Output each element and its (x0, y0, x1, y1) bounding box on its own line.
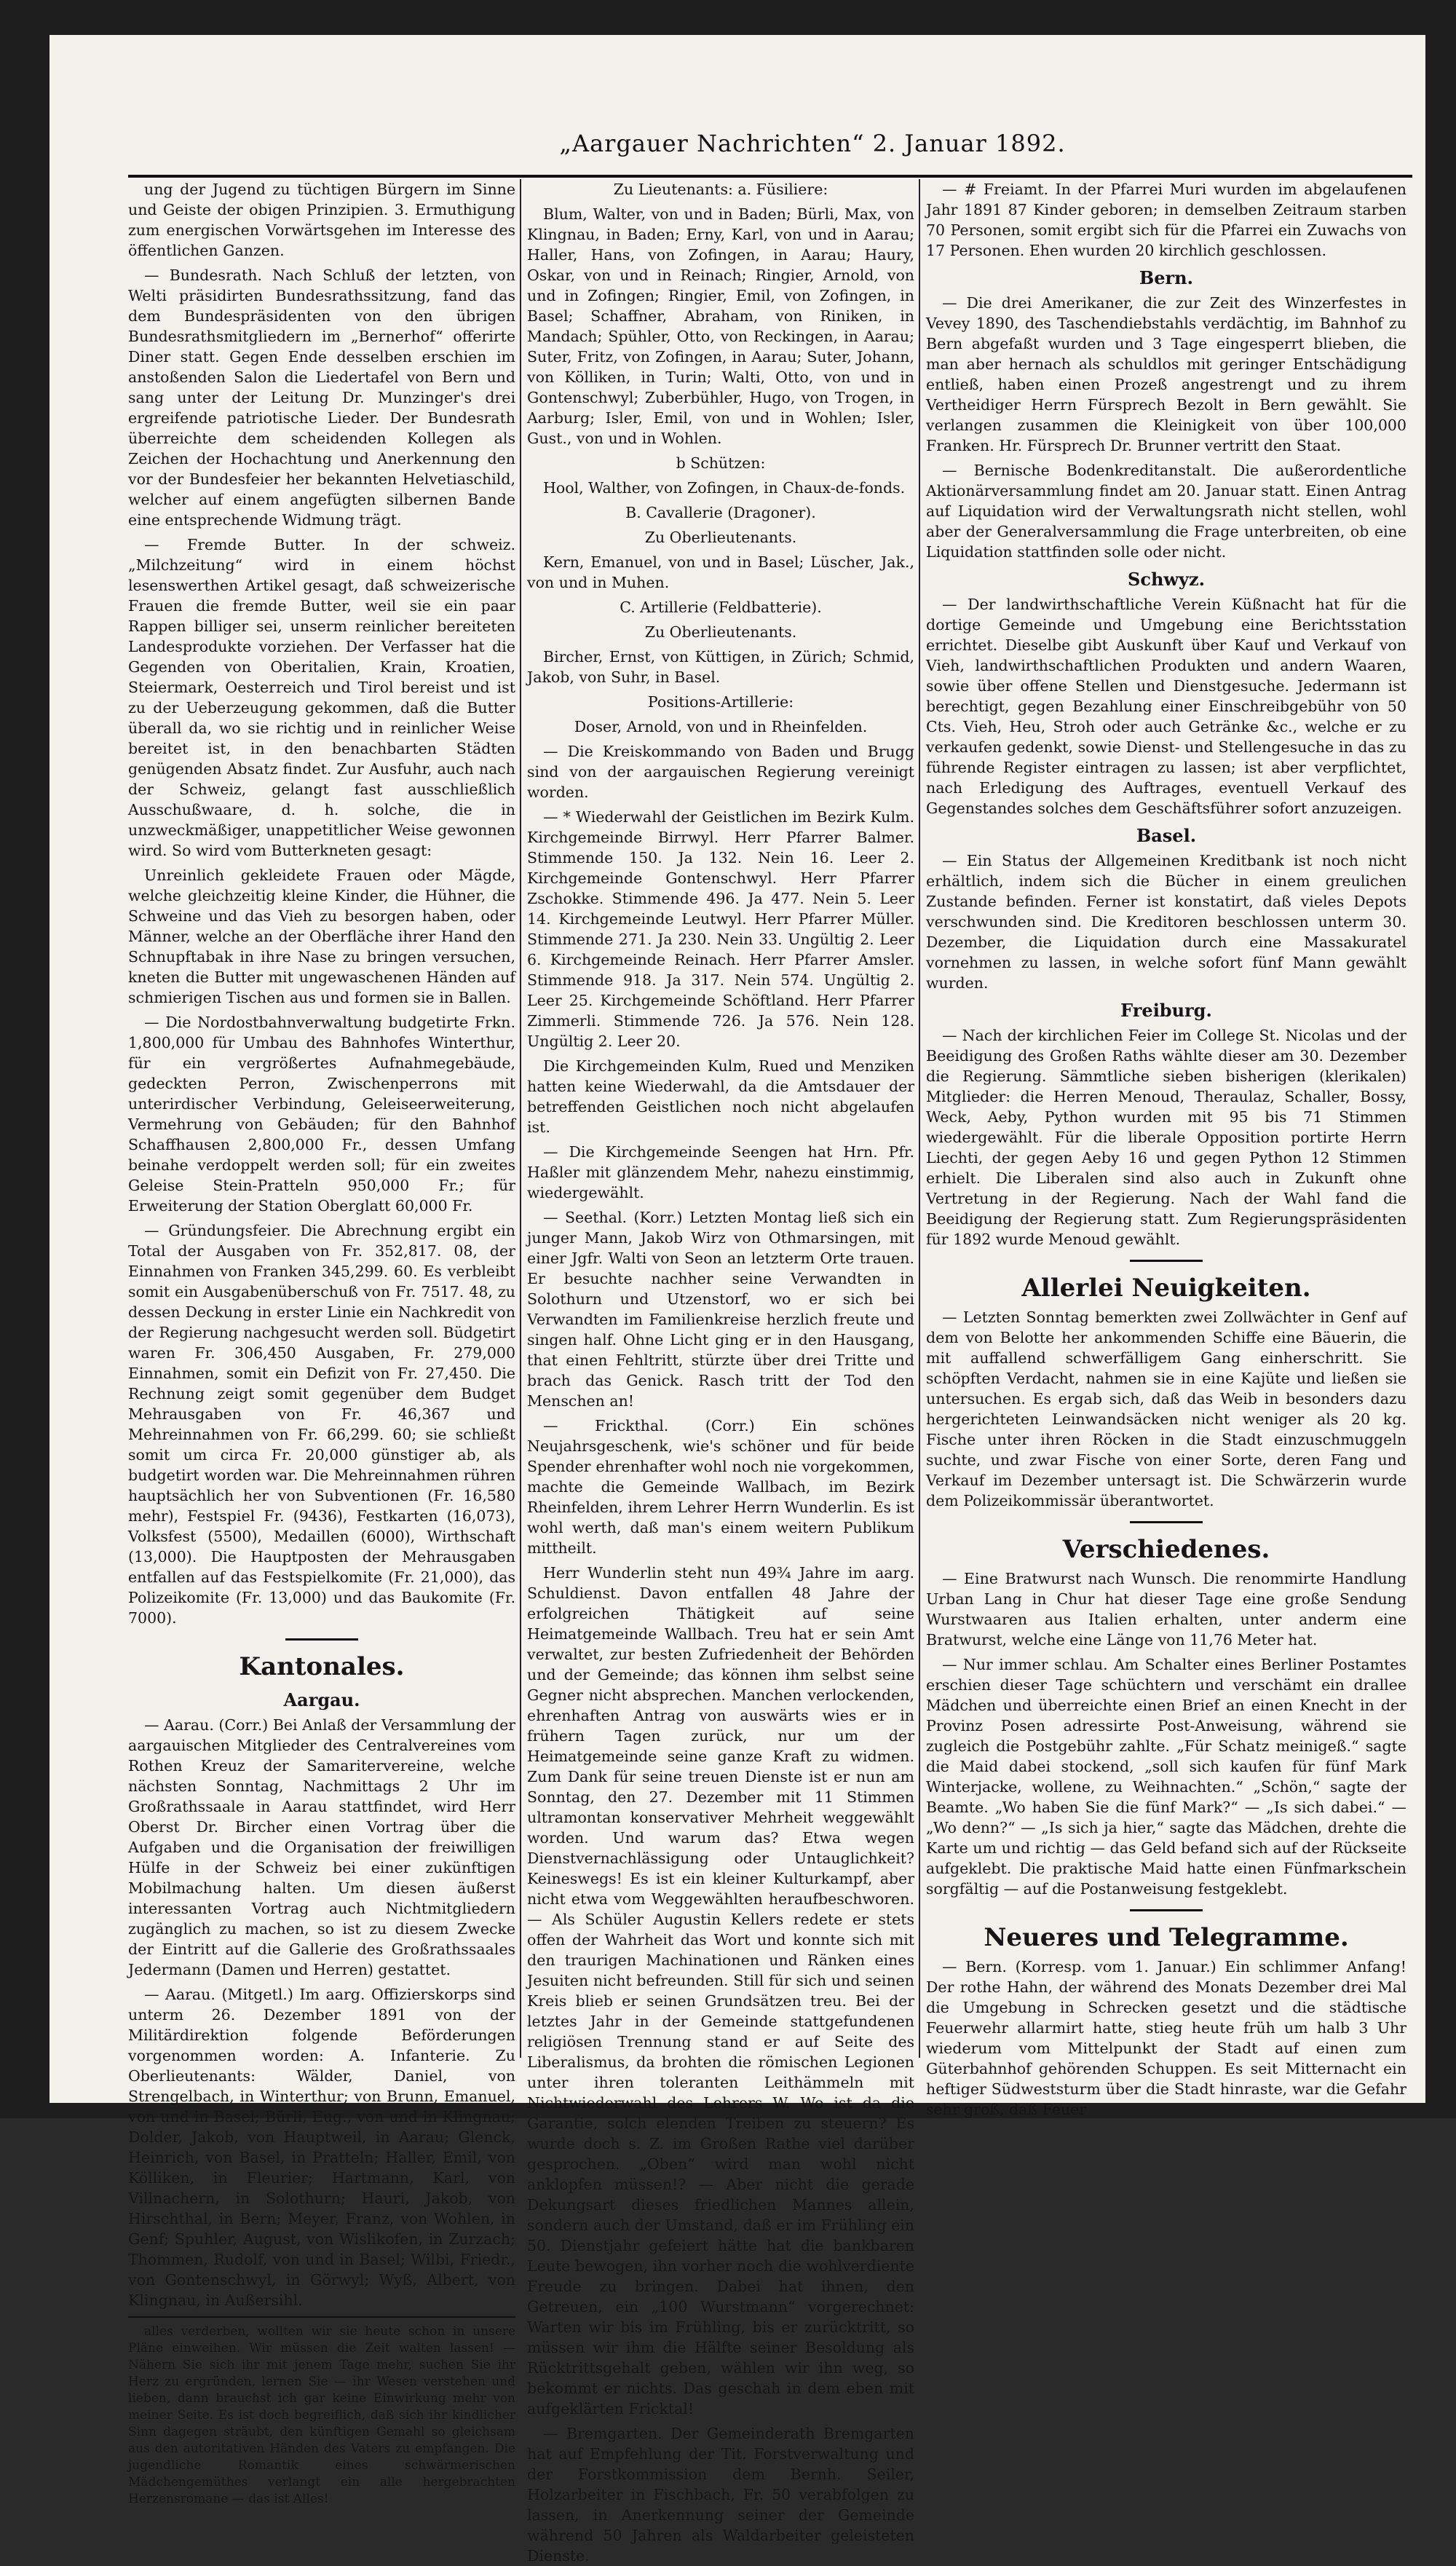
section-separator (1130, 1260, 1203, 1262)
subheading: Positions-Artillerie: (647, 693, 794, 711)
paragraph: — Nur immer schlau. Am Schalter eines Berliner Postamtes erschien dieser Tage schüchtern und verschämt ein drallee Mädchen und überreichte einen Brief an einen Knecht in der Provinz Posen adressirte Post-Anweisung, während sie zugleich die Postgebühr zahlte. „Für Schatz meinigeß.“ sagte die Maid dabei stockend, „soll sich kaufen für fünf Mark Winterjacke, wollene, zu Weihnachten.“ „Schön,“ sagte der Beamte. „Wo haben Sie die fünf Mark?“ — „Is sich dabei.“ — „Wo denn?“ — „Is sich ja hier,“ sagte das Mädchen, drehte die Karte um und richtig — das Geld befand sich auf der Rückseite aufgeklebt. Die praktische Maid hatte einen Fünfmarkschein sorgfältig — auf die Postanweisung festgeklebt. (926, 1656, 1406, 1898)
subheading: C. Artillerie (Feldbatterie). (620, 599, 822, 616)
paragraph: Kern, Emanuel, von und in Basel; Lüscher, Jak., von und in Muhen. (527, 553, 914, 591)
paragraph: — Die Kreiskommando von Baden und Brugg sind von der aargauischen Regierung vereinigt worden. (527, 743, 914, 801)
paragraph: — Fremde Butter. In der schweiz. „Milchzeitung“ wird in einem höchst lesenswerthen Artikel gesagt, daß schweizerische Frauen die fremde Butter, weil sie ein paar Rappen billiger sei, unserm reinlicher bereiteten Landesprodukte vorziehen. Der Verfasser hat die Gegenden von Oberitalien, Krain, Kroatien, Steiermark, Oesterreich und Tirol bereist und ist zu der Ueberzeugung gekommen, daß die Butter überall da, wo sie richtig und in reinlicher Weise bereitet ist, in den benachbarten Städten genügenden Absatz findet. Zur Ausfuhr, auch nach der Schweiz, gelangt fast ausschließlich Ausschußwaare, d. h. solche, die in unzweckmäßiger, unappetitlicher Weise gewonnen wird. So wird vom Butterkneten gesagt: (128, 536, 515, 859)
paragraph: — Bremgarten. Der Gemeinderath Bremgarten hat auf Empfehlung der Tit. Forstverwaltung und der Forstkommission dem Bernh. Seiler, Holzarbeiter in Fischbach, Fr. 50 verabfolgen zu lassen, in Anerkennung seiner der Gemeinde während 50 Jahren als Waldarbeiter geleisteten Dienste. (527, 2425, 914, 2565)
subheading: Zu Oberlieutenants. (644, 623, 797, 641)
paragraph: — Ein Status der Allgemeinen Kreditbank ist noch nicht erhältlich, indem sich die Bücher in einem greulichen Zustande befinden. Ferner ist konstatirt, daß vieles Depots verschwunden sind. Die Kreditoren beschlossen unterm 30. Dezember, die Liquidation durch eine Massakuratel vornehmen zu lassen, in welche sofort fünf Mann gewählt wurden. (926, 852, 1406, 992)
paragraph: — Bernische Bodenkreditanstalt. Die außerordentliche Aktionärversammlung findet am 20. Januar statt. Einen Antrag auf Liquidation wird der Verwaltungsrath nicht stellen, wohl aber der Generalversammlung die Frage unterbreiten, ob eine Liquidation stattfinden solle oder nicht. (926, 462, 1406, 561)
paragraph: — Frickthal. (Corr.) Ein schönes Neujahrsgeschenk, wie's schöner und für beide Spender ehrenhafter wohl noch nie vorgekommen, machte die Gemeinde Wallbach, im Bezirk Rheinfelden, ihrem Lehrer Herrn Wunderlin. Es ist wohl werth, daß man's einem weitern Publikum mittheilt. (527, 1417, 914, 1557)
paragraph: — Eine Bratwurst nach Wunsch. Die renommirte Handlung Urban Lang in Chur hat dieser Tage eine große Sendung Wurstwaaren aus Italien erhalten, unter anderm eine Bratwurst, welche eine Länge von 11,76 Meter hat. (926, 1570, 1406, 1649)
paragraph: — Seethal. (Korr.) Letzten Montag ließ sich ein junger Mann, Jakob Wirz von Othmarsingen, mit einer Jgfr. Walti von Seon an letzterm Orte trauen. Er besuchte nachher seine Verwandten in Solothurn und Utzenstorf, wo er sich bei Verwandten im Familienkreise herzlich freute und singen half. Ohne Licht ging er in den Hausgang, that einen Fehltritt, stürzte über drei Tritte und brach das Genick. Rasch tritt der Tod den Menschen an! (527, 1209, 914, 1410)
section-heading-allerlei: Allerlei Neuigkeiten. (1021, 1274, 1311, 1303)
paragraph: Bircher, Ernst, von Küttigen, in Zürich; Schmid, Jakob, von Suhr, in Basel. (527, 648, 914, 686)
feuilleton-text: alles verderben, wollten wir sie heute schon in unsere Pläne einweihen. Wir müssen die Zeit walten lassen! — Nähern Sie sich ihr mit jenem Tage mehr, suchen Sie ihr Herz zu ergründen, lernen Sie — ihr Wesen verstehen und lieben, dann brauchst ich gar keine Einwirkung mehr von meiner Seite. Es ist doch begreiflich, daß sich ihr kindlicher Sinn dagegen sträubt, den künftigen Gemahl so gleichsam aus den autoritativen Händen des Vaters zu empfangen. Die jugendliche Romantik eines schwärmerischen Mädchengemüthes verlangt ein alle hergebrachten Herzensromane — das ist Alles! (128, 2324, 515, 2506)
paragraph: Blum, Walter, von und in Baden; Bürli, Max, von Klingnau, in Baden; Erny, Karl, von und in Aarau; Haller, Hans, von Zofingen, in Aarau; Haury, Oskar, von und in Reinach; Ringier, Arnold, von und in Zofingen; Ringier, Emil, von Zofingen, in Basel; Schaffner, Abraham, von Riniken, in Mandach; Spühler, Otto, von Reckingen, in Aarau; Suter, Fritz, von Zofingen, in Aarau; Suter, Johann, von Kölliken, in Turin; Walti, Otto, von und in Gontenschwyl; Zuberbühler, Hugo, von Trogen, in Aarburg; Isler, Emil, von und in Wohlen; Isler, Gust., von und in Wohlen. (527, 205, 914, 447)
paragraph: — Die Nordostbahnverwaltung budgetirte Frkn. 1,800,000 für Umbau des Bahnhofes Winterthur, für ein vergrößertes Aufnahmegebäude, gedeckten Perron, Zwischenperrons mit unterirdischer Verbindung, Geleiseerweiterung, Vermehrung von Gebäuden; für den Bahnhof Schaffhausen 2,800,000 Fr., dessen Umfang beinahe verdoppelt werden soll; für ein zweites Geleise Stein-Pratteln 950,000 Fr.; für Erweiterung der Station Oberglatt 60,000 Fr. (128, 1014, 515, 1215)
paragraph: — Bern. (Korresp. vom 1. Januar.) Ein schlimmer Anfang! Der rothe Hahn, der während des Monats Dezember drei Mal die Umgebung in Schrecken gesetzt und die städtische Feuerwehr allarmirt hatte, stieg heute früh um halb 3 Uhr wiederum vom Mittelpunkt der Stadt auf einen zum Güterbahnhof gehörenden Schuppen. Es seit Mitternacht ein heftiger Südweststurm über die Stadt hinraste, war die Gefahr sehr groß, daß Feuer (926, 1958, 1406, 2118)
paragraph: — Bundesrath. Nach Schluß der letzten, von Welti präsidirten Bundesrathssitzung, fand das dem Bundespräsidenten von den übrigen Bundesrathsmitgliedern im „Bernerhof“ offerirte Diner statt. Gegen Ende desselben erschien im anstoßenden Salon die Liedertafel von Bern und sang unter der Leitung Dr. Munzinger's drei ergreifende patriotische Lieder. Der Bundesrath überreichte dem scheidenden Kollegen als Zeichen der Hochachtung und Anerkennung den vor der Bundesfeier her bekannten Helvetiaschild, welcher auf einem angefügten silbernen Bande eine entsprechende Widmung trägt. (128, 267, 515, 529)
section-separator (1130, 1521, 1203, 1523)
column-2 (527, 179, 914, 2565)
subheading-schwyz: Schwyz. (1128, 569, 1205, 590)
paragraph: — Gründungsfeier. Die Abrechnung ergibt ein Total der Ausgaben von Fr. 352,817. 08, der Einnahmen von Franken 345,299. 60. Es verbleibt somit ein Ausgabenüberschuß von Fr. 7517. 48, zu dessen Deckung in erster Linie ein Nachkredit von der Regierung nachgesucht werden soll. Büdgetirt waren Fr. 306,450 Ausgaben, Fr. 279,000 Einnahmen, somit ein Defizit von Fr. 27,450. Die Rechnung zeigt somit gegenüber dem Budget Mehrausgaben von Fr. 46,367 und Mehreinnahmen von Fr. 66,299. 60; sie schließt somit um circa Fr. 20,000 günstiger ab, als budgetirt worden war. Die Mehreinnahmen rühren hauptsächlich her von Subventionen (Fr. 16,580 mehr), Festspiel Fr. (9436), Festkarten (16,073), Volksfest (5500), Medaillen (6000), Wirthschaft (13,000). Die Hauptposten der Mehrausgaben entfallen auf das Festspielkomite (Fr. 21,000), das Polizeikomite (Fr. 13,000) und das Baukomite (Fr. 7000). (128, 1222, 515, 1627)
section-heading-kantonales: Kantonales. (239, 1652, 405, 1681)
subheading: b Schützen: (676, 454, 766, 472)
column-1 (128, 179, 515, 2506)
subheading-basel: Basel. (1136, 825, 1197, 846)
paragraph: Doser, Arnold, von und in Rheinfelden. (574, 718, 868, 735)
paragraph: Hool, Walther, von Zofingen, in Chaux-de-fonds. (543, 479, 906, 497)
subheading: B. Cavallerie (Dragoner). (625, 504, 816, 521)
subheading: Zu Lieutenants: a. Füsiliere: (613, 181, 828, 198)
column-3 (926, 179, 1406, 2118)
section-separator (285, 1638, 358, 1641)
subheading-aargau: Aargau. (283, 1689, 360, 1710)
column-divider (919, 179, 920, 2058)
paragraph: — Aarau. (Mitgetl.) Im aarg. Offizierskorps sind unterm 26. Dezember 1891 von der Militärdirektion folgende Beförderungen vorgenommen worden: A. Infanterie. Zu Oberlieutenants: Wälder, Daniel, von Strengelbach, in Winterthur; von Brunn, Emanuel, von und in Basel; Bürli, Eug., von und in Klingnau; Dolder, Jakob, von Hauptweil, in Aarau; Glenck, Heinrich, von Basel, in Pratteln; Haller, Emil, von Kölliken, in Fleurier; Hartmann, Karl, von Villnachern, in Solothurn; Hauri, Jakob, von Hirschthal, in Bern; Meyer, Franz, von Wohlen, in Genf; Spuhler, August, von Wislikofen, in Zurzach; Thommen, Rudolf, von und in Basel; Wilbi, Friedr., von Gontenschwyl, in Görwyl; Wyß, Albert, von Klingnau, in Außersihl. (128, 1986, 515, 2309)
paragraph: — Die drei Amerikaner, die zur Zeit des Winzerfestes in Vevey 1890, des Taschendiebstahls verdächtig, im Bahnhof zu Bern abgefaßt wurden und 3 Tage eingesperrt blieben, die man aber hernach als schuldlos mit geringer Entschädigung entließ, haben einen Prozeß angestrengt und zu ihrem Vertheidiger Herrn Fürsprech Bezolt in Bern gewählt. Sie verlangen zusammen die Kleinigkeit von über 100,000 Franken. Hr. Fürsprech Dr. Brunner vertritt den Staat. (926, 294, 1406, 454)
feuilleton-rule (128, 2316, 515, 2318)
subheading: Zu Oberlieutenants. (644, 529, 797, 546)
paragraph: — Der landwirthschaftliche Verein Küßnacht hat für die dortige Gemeinde und Umgebung eine Berichtsstation errichtet. Dieselbe gibt Auskunft über Kauf und Verkauf von Vieh, landwirthschaftlichen Produkten und andern Waaren, sowie über offene Stellen und Dienstgesuche. Jedermann ist berechtigt, gegen Bezahlung einer Einschreibgebühr von 50 Cts. Vieh, Heu, Stroh oder auch Getränke &c., welche er zu verkaufen gedenkt, sowie Dienst- und Stellengesuche in das zu führende Register eintragen zu lassen; ist aber verpflichtet, nach Erledigung des Auftrages, eventuell Verkauf des Gegenstandes solches dem Geschäftsführer sofort anzuzeigen. (926, 596, 1406, 817)
paragraph: — Nach der kirchlichen Feier im College St. Nicolas und der Beeidigung des Großen Raths wählte dieser am 30. Dezember die Regierung. Sämmtliche sieben bisherigen (klerikalen) Mitglieder: die Herren Menoud, Theraulaz, Schaller, Bossy, Weck, Aeby, Python wurden mit 95 bis 71 Stimmen wiedergewählt. Für die liberale Opposition portirte Herrn Liechti, der gegen Aeby 16 und gegen Python 12 Stimmen erhielt. Die Liberalen sind also auch in Zukunft ohne Vertretung in der Regierung. Nach der Wahl fand die Beeidigung der Regierung statt. Zum Regierungspräsidenten für 1892 wurde Menoud gewählt. (926, 1027, 1406, 1248)
header-title: „Aargauer Nachrichten“ 2. Januar 1892. (559, 130, 1066, 157)
section-separator (1130, 1909, 1203, 1911)
paragraph: — Aarau. (Corr.) Bei Anlaß der Versammlung der aargauischen Mitglieder des Centralvereines vom Rothen Kreuz der Samaritervereine, welche nächsten Sonntag, Nachmittags 2 Uhr im Großrathssaale in Aarau stattfindet, wird Herr Oberst Dr. Bircher einen Vortrag über die Aufgaben und die Organisation der freiwilligen Hülfe in der Schweiz bei einer zukünftigen Mobilmachung halten. Um diesen äußerst interessanten Vortrag auch Nichtmitgliedern zugänglich zu machen, so ist zu diesem Zwecke der Eintritt auf die Gallerie des Großrathssaales Jedermann (Damen und Herren) gestattet. (128, 1716, 515, 1978)
subheading-freiburg: Freiburg. (1120, 1000, 1212, 1021)
section-heading-neueres: Neueres und Telegramme. (984, 1923, 1349, 1952)
paragraph: Die Kirchgemeinden Kulm, Rued und Menziken hatten keine Wiederwahl, da die Amtsdauer der betreffenden Geistlichen noch nicht abgelaufen ist. (527, 1057, 914, 1136)
section-heading-verschiedenes: Verschiedenes. (1062, 1535, 1270, 1564)
paragraph: — Letzten Sonntag bemerkten zwei Zollwächter in Genf auf dem von Belotte her ankommenden Schiffe eine Bäuerin, die mit auffallend schwerfälligem Gang einherschritt. Sie schöpften Verdacht, nahmen sie in eine Kajüte und ließen sie untersuchen. Es ergab sich, daß das Weib in besonders dazu hergerichteten Leinwandsäcken nicht weniger als 20 kg. Fische unter ihren Röcken in die Stadt einzuschmuggeln suchte, und zwar Fische von einer Sorte, deren Fang und Verkauf im Dezember untersagt ist. Die Schwärzerin wurde dem Polizeikommissär überantwortet. (926, 1308, 1406, 1509)
paragraph: Unreinlich gekleidete Frauen oder Mägde, welche gleichzeitig kleine Kinder, die Hühner, die Schweine und das Vieh zu besorgen haben, oder Männer, welche an der Oberfläche ihrer Hand den Schnupftabak in ihre Nase zu bringen versuchen, kneten die Butter mit ungewaschenen Händen auf schmierigen Tischen aus und formen sie in Ballen. (128, 866, 515, 1006)
page-header (128, 122, 1412, 178)
subheading-bern: Bern. (1139, 267, 1193, 288)
paragraph: — * Wiederwahl der Geistlichen im Bezirk Kulm. Kirchgemeinde Birrwyl. Herr Pfarrer Balmer. Stimmende 150. Ja 132. Nein 16. Leer 2. Kirchgemeinde Gontenschwyl. Herr Pfarrer Zschokke. Stimmende 496. Ja 477. Nein 5. Leer 14. Kirchgemeinde Leutwyl. Herr Pfarrer Müller. Stimmende 271. Ja 230. Nein 33. Ungültig 2. Leer 6. Kirchgemeinde Reinach. Herr Pfarrer Amsler. Stimmende 918. Ja 317. Nein 574. Ungültig 2. Leer 25. Kirchgemeinde Schöftland. Herr Pfarrer Zimmerli. Stimmende 726. Ja 576. Nein 128. Ungültig 2. Leer 20. (527, 808, 914, 1050)
paragraph: Herr Wunderlin steht nun 49¾ Jahre im aarg. Schuldienst. Davon entfallen 48 Jahre der erfolgreichen Thätigkeit auf seine Heimatgemeinde Wallbach. Treu hat er sein Amt verwaltet, zur besten Zufriedenheit der Behörden und der Gemeinde; das können ihm selbst seine Gegner nicht absprechen. Manchen verlockenden, ehrenhaften Antrag von auswärts wies er in frühern Tagen zurück, nur um der Heimatgemeinde seine ganze Kraft zu widmen. Zum Dank für seine treuen Dienste ist er nun am Sonntag, den 27. Dezember mit 11 Stimmen ultramontan konservativer Mehrheit weggewählt worden. Und warum das? Etwa wegen Dienstvernachlässigung oder Untauglichkeit? Keineswegs! Es ist ein kleiner Kulturkampf, aber nicht etwa vom Weggewählten heraufbeschworen. — Als Schüler Augustin Kellers redete er stets offen der Wahrheit das Wort und konnte sich mit den traurigen Machinationen und Ränken eines Jesuiten nicht befreunden. Still für sich und seinen Kreis blieb er seinen Grundsätzen treu. Bei der letztes Jahr in der Gemeinde stattgefundenen religiösen Trennung stand er auf Seite des Liberalismus, da brohten die römischen Legionen unter ihren toleranten Leithämmeln mit Nichtwiederwahl des Lehrers W. Wo ist da die Garantie, solch elenden Treiben zu steuern? Es wurde doch s. Z. im Großen Rathe viel darüber gesprochen. „Oben“ wird man wohl nicht anklopfen müssen!? — Aber nicht die gerade Dekungsart dieses friedlichen Mannes allein, sondern auch der Umstand, daß er im Frühling ein 50. Dienstjahr gefeiert hätte hat die bankbaren Leute bewogen, ihn vorher noch die wohlverdiente Freude zu bringen. Dabei hat ihnen, den Getreuen, ein „100 Wurstmann“ vorgerechnet: Warten wir bis im Frühling, bis er zurücktritt, so müssen wir ihm die Hälfte seiner Besoldung als Rücktrittsgehalt geben, wählen wir ihn weg, so bekommt er nichts. Das geschah in dem eben mit aufgeklärten Fricktal! (527, 1564, 914, 2417)
paragraph: — # Freiamt. In der Pfarrei Muri wurden im abgelaufenen Jahr 1891 87 Kinder geboren; in demselben Zeitraum starben 70 Personen, somit ergibt sich für die Pfarrei ein Zuwachs von 17 Personen. Ehen wurden 20 kirchlich geschlossen. (926, 181, 1406, 259)
paragraph: ung der Jugend zu tüchtigen Bürgern im Sinne und Geiste der obigen Prinzipien. 3. Ermuthigung zum energischen Vorwärtsgehen im Interesse des öffentlichen Ganzen. (128, 181, 515, 259)
column-divider (520, 179, 521, 2058)
paragraph: — Die Kirchgemeinde Seengen hat Hrn. Pfr. Haßler mit glänzendem Mehr, nahezu einstimmig, wiedergewählt. (527, 1143, 914, 1201)
